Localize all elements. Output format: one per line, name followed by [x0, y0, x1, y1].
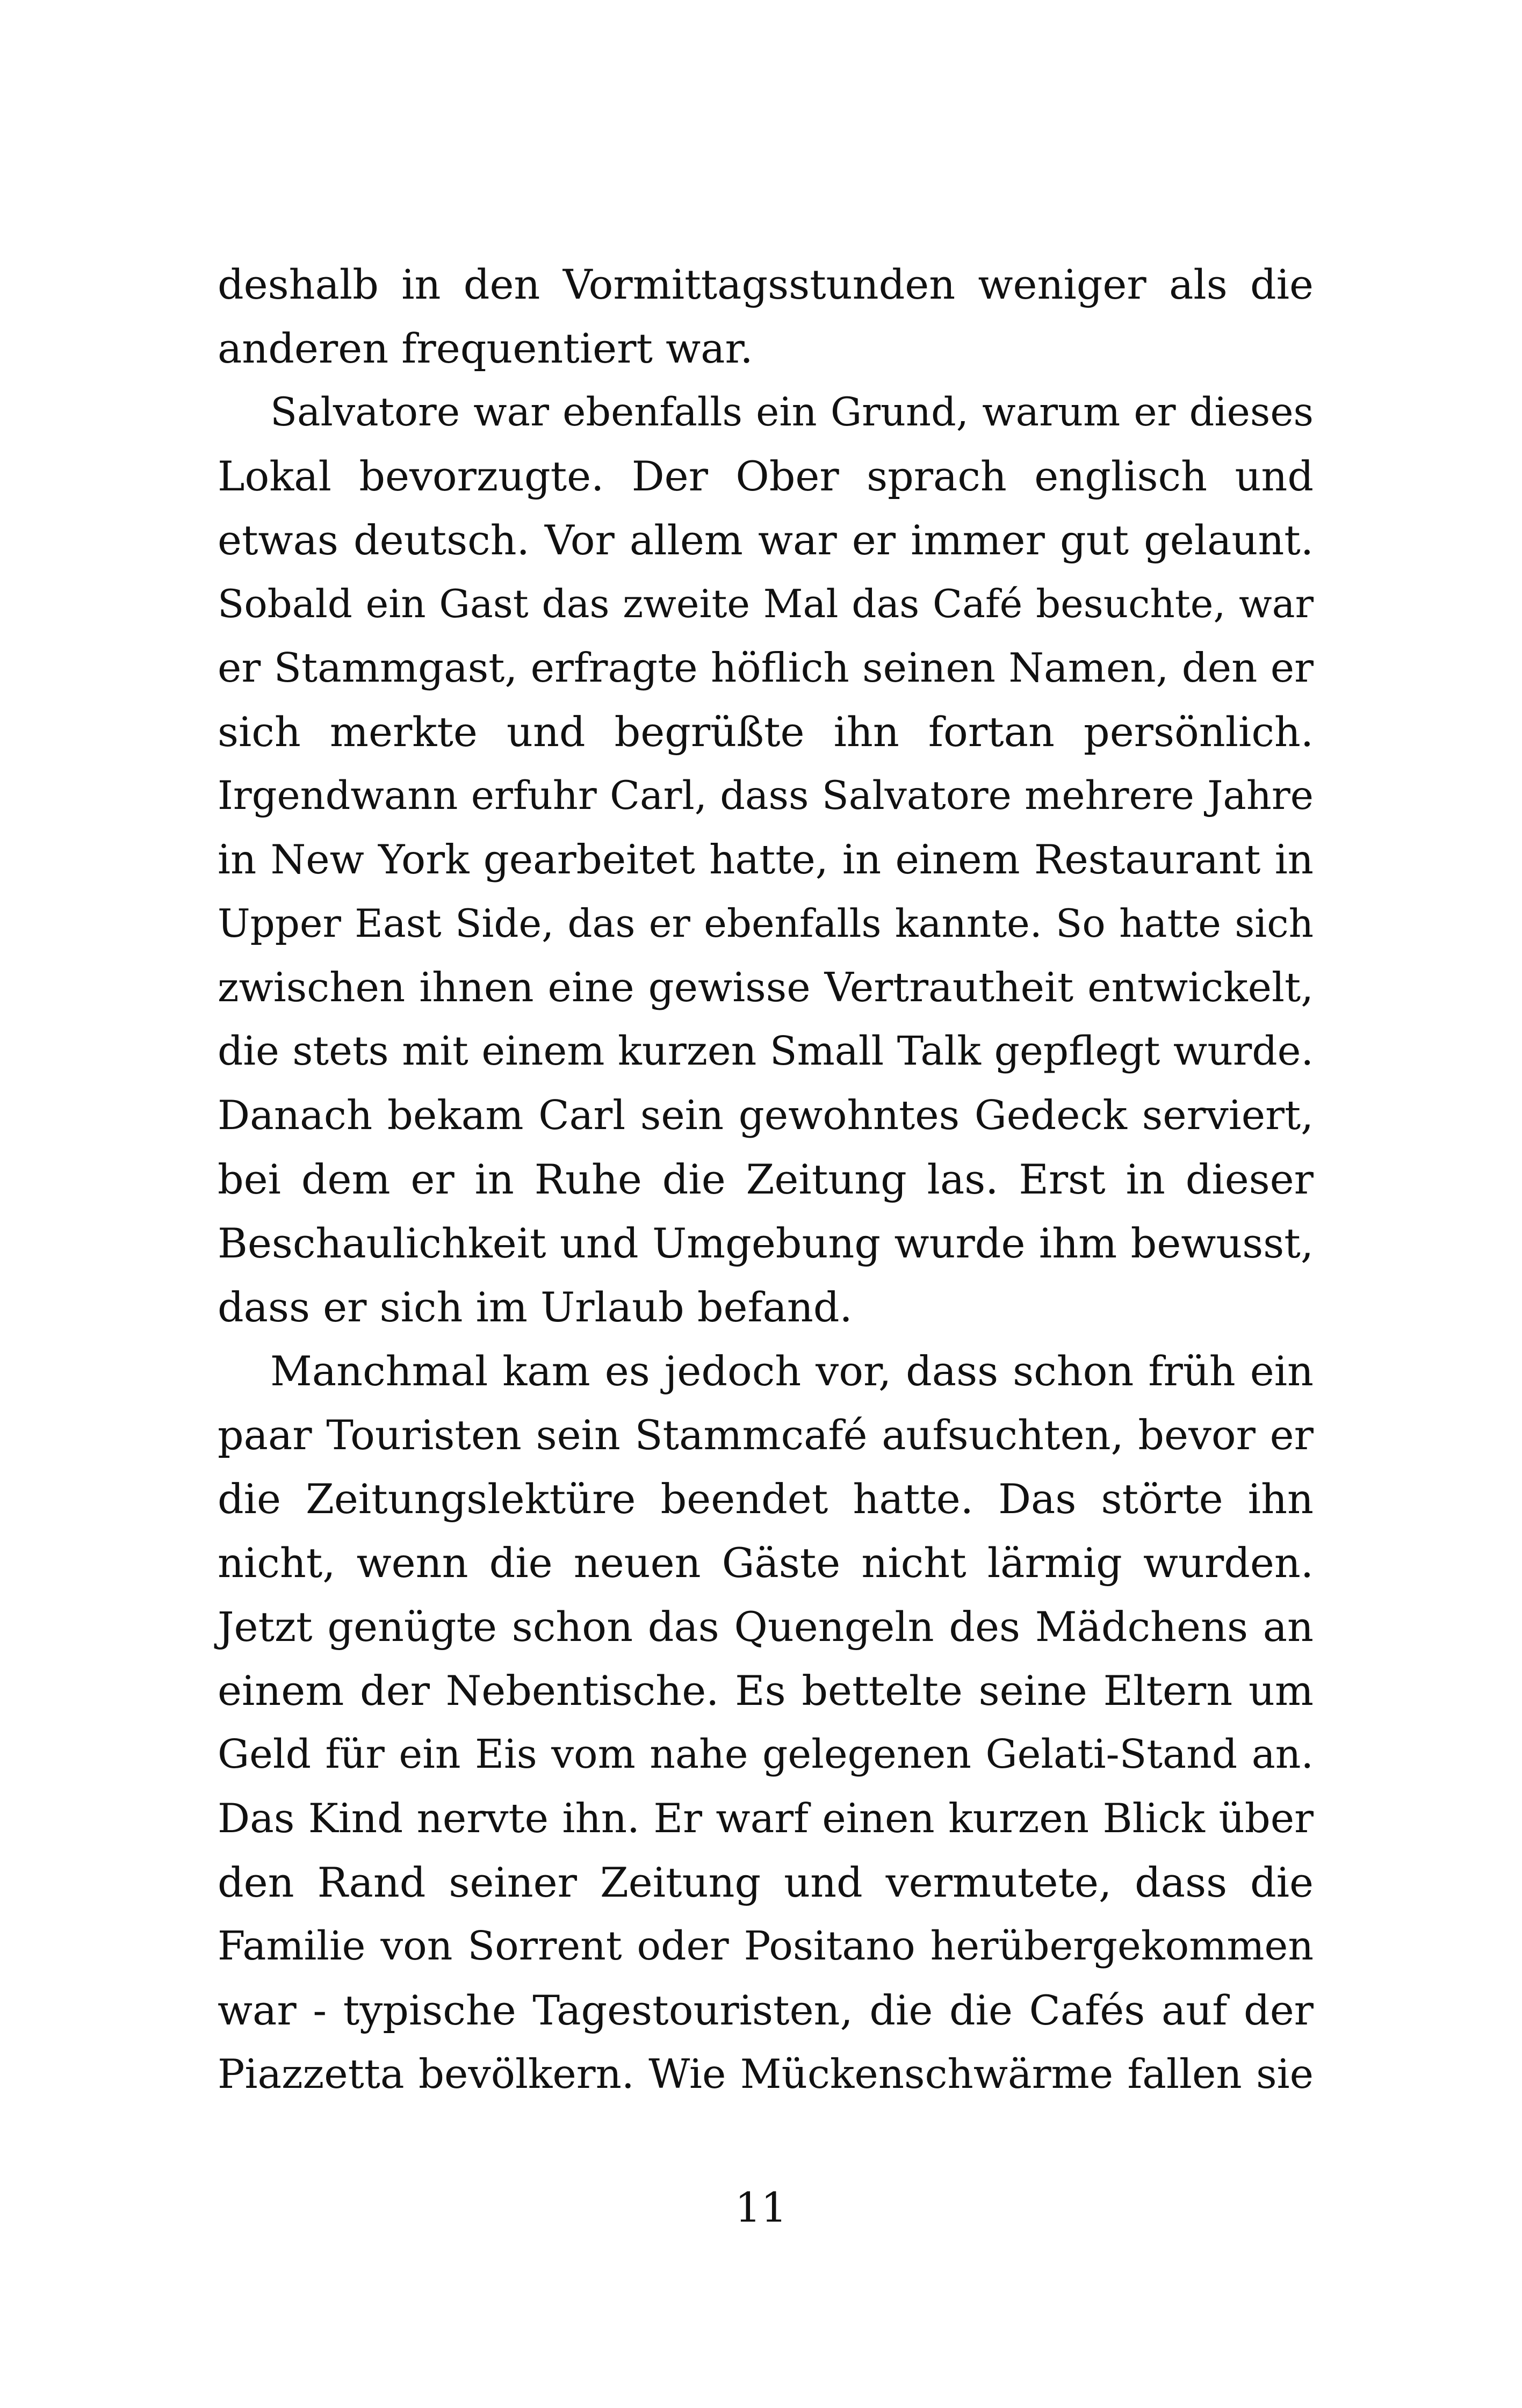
text-line: paar Touristen sein Stammcafé aufsuchten, bevor er — [218, 1411, 1314, 1459]
text-line: er Stammgast, erfragte höflich seinen Namen, den er — [218, 644, 1314, 691]
text-line: sich merkte und begrüßte ihn fortan persönlich. — [218, 708, 1314, 756]
text-line: Irgendwann erfuhr Carl, dass Salvatore mehrere Jahre — [218, 773, 1314, 819]
text-line: etwas deutsch. Vor allem war er immer gut gelaunt. — [218, 516, 1314, 564]
text-line: war - typische Tagestouristen, die die Cafés auf der — [218, 1986, 1314, 2034]
text-line: zwischen ihnen eine gewisse Vertrautheit entwickelt, — [218, 964, 1314, 1011]
text-line: nicht, wenn die neuen Gäste nicht lärmig wurden. — [218, 1539, 1314, 1587]
page-number: 11 — [735, 2183, 787, 2231]
text-line: die Zeitungslektüre beendet hatte. Das störte ihn — [218, 1475, 1314, 1523]
paragraph — [218, 252, 1314, 380]
paragraph — [218, 1339, 1314, 2106]
text-line: anderen frequentiert war. — [218, 324, 753, 372]
text-line: Das Kind nervte ihn. Er warf einen kurzen Blick über — [218, 1795, 1314, 1842]
body-text — [218, 252, 1314, 2106]
text-line: Sobald ein Gast das zweite Mal das Café besuchte, war — [218, 581, 1314, 626]
text-line: Familie von Sorrent oder Positano herübergekommen — [218, 1923, 1314, 1969]
text-line: Lokal bevorzugte. Der Ober sprach englisch und — [218, 452, 1314, 500]
text-line: einem der Nebentische. Es bettelte seine Eltern um — [218, 1667, 1314, 1715]
text-line: Piazzetta bevölkern. Wie Mückenschwärme fallen sie — [218, 2050, 1314, 2098]
text-line: in New York gearbeitet hatte, in einem Restaurant in — [218, 836, 1314, 883]
text-line: bei dem er in Ruhe die Zeitung las. Erst in dieser — [218, 1155, 1314, 1203]
text-line: den Rand seiner Zeitung und vermutete, dass die — [218, 1859, 1314, 1906]
text-line: Salvatore war ebenfalls ein Grund, warum er dieses — [270, 389, 1314, 435]
text-line: deshalb in den Vormittagsstunden weniger als die — [218, 261, 1314, 308]
text-line: die stets mit einem kurzen Small Talk gepflegt wurde. — [218, 1028, 1314, 1074]
text-line: Geld für ein Eis vom nahe gelegenen Gelati-Stand an. — [218, 1731, 1314, 1777]
text-line: Beschaulichkeit und Umgebung wurde ihm bewusst, — [218, 1219, 1314, 1267]
text-line: Manchmal kam es jedoch vor, dass schon früh ein — [270, 1347, 1314, 1395]
text-line: Upper East Side, das er ebenfalls kannte. So hatte sich — [218, 901, 1314, 946]
text-line: dass er sich im Urlaub befand. — [218, 1283, 853, 1331]
text-line: Jetzt genügte schon das Quengeln des Mädchens an — [218, 1603, 1314, 1651]
paragraph — [218, 380, 1314, 1339]
text-line: Danach bekam Carl sein gewohntes Gedeck serviert, — [218, 1091, 1314, 1139]
